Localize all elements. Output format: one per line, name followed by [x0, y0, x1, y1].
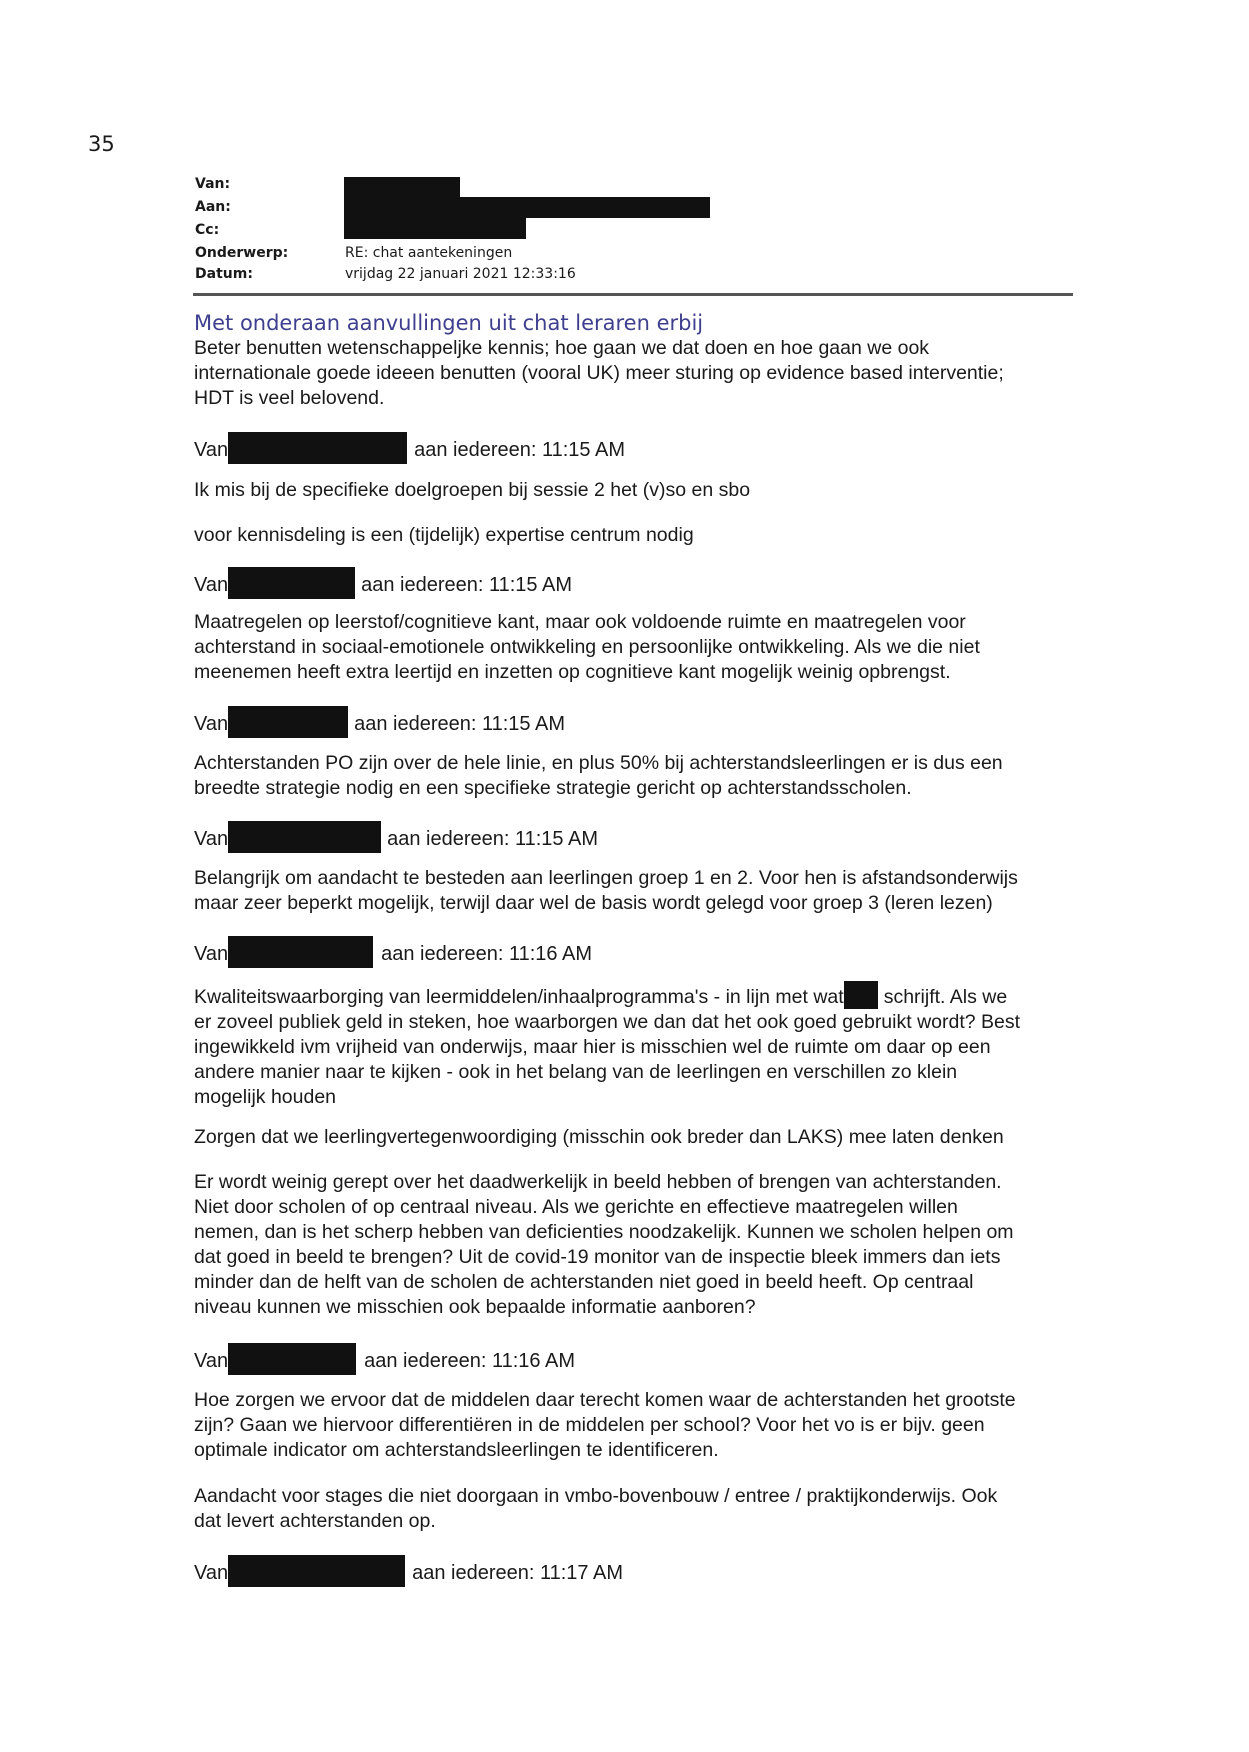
date-label: Datum: — [195, 266, 253, 282]
chat-message: Aandacht voor stages die niet doorgaan in vmbo-bovenbouw / entree / praktijkonderwijs. Ook dat levert achterstanden op. — [194, 1485, 998, 1532]
redacted-sender — [228, 1555, 405, 1587]
date-value: vrijdag 22 januari 2021 12:33:16 — [345, 266, 576, 282]
sender-line: Van aan iedereen: 11:15 AM — [194, 432, 625, 464]
redacted-sender — [228, 936, 373, 968]
subject-value: RE: chat aantekeningen — [345, 245, 513, 261]
chat-message: Maatregelen op leerstof/cognitieve kant, maar ook voldoende ruimte en maatregelen voor achterstand in sociaal-emotionele ontwikkeling en persoonlijke ontwikkeling. Als we die niet meenemen heeft extra leertijd en inzetten op cognitieve kant mogelijk weinig opbrengst. — [194, 611, 980, 683]
from-label: Van: — [195, 176, 231, 192]
chat-message: Belangrijk om aandacht te besteden aan leerlingen groep 1 en 2. Voor hen is afstandsonderwijs maar zeer beperkt mogelijk, terwijl daar wel de basis wordt gelegd voor groep 3 (leren lezen) — [194, 867, 1018, 914]
redacted-sender — [228, 821, 381, 853]
sender-line: Van aan iedereen: 11:17 AM — [194, 1555, 623, 1587]
page-number: 35 — [88, 132, 115, 156]
sender-line: Van aan iedereen: 11:16 AM — [194, 1343, 575, 1375]
chat-message: Achterstanden PO zijn over de hele linie, en plus 50% bij achterstandsleerlingen er is dus een breedte strategie nodig en een specifieke strategie gericht op achterstandsscholen. — [194, 752, 1003, 799]
sender-line: Van aan iedereen: 11:16 AM — [194, 936, 592, 968]
redacted-sender — [228, 1343, 356, 1375]
redacted-sender — [228, 432, 407, 464]
header-divider — [193, 293, 1073, 296]
sender-line: Van aan iedereen: 11:15 AM — [194, 706, 565, 738]
chat-message: Ik mis bij de specifieke doelgroepen bij sessie 2 het (v)so en sbo — [194, 479, 751, 501]
subject-label: Onderwerp: — [195, 245, 289, 261]
redacted-name — [844, 981, 878, 1009]
chat-message: Er wordt weinig gerept over het daadwerkelijk in beeld hebben of brengen van achterstanden. Niet door scholen of op centraal niveau. Als we gerichte en effectieve maatregelen willen nemen, dan is het scherp hebben van deficienties noodzakelijk. Kunnen we scholen helpen om dat goed in beeld te brengen? Uit de covid-19 monitor van de inspectie bleek immers dan iets minder dan de helft van de scholen de achterstanden niet goed in beeld heeft. Op centraal niveau kunnen we misschien ook bepaalde informatie aanboren? — [194, 1171, 1014, 1318]
lead-line: Met onderaan aanvullingen uit chat leraren erbij — [194, 311, 704, 335]
sender-line: Van aan iedereen: 11:15 AM — [194, 567, 572, 599]
sender-line: Van aan iedereen: 11:15 AM — [194, 821, 598, 853]
cc-label: Cc: — [195, 222, 220, 238]
chat-message: Zorgen dat we leerlingvertegenwoordiging (misschin ook breder dan LAKS) mee laten denken — [194, 1126, 1004, 1148]
redacted-to — [344, 197, 710, 218]
redacted-cc — [344, 218, 526, 239]
redacted-sender — [228, 567, 355, 599]
intro-paragraph: Beter benutten wetenschappeljke kennis; hoe gaan we dat doen en hoe gaan we ook internationale goede ideeen benutten (vooral UK) meer sturing op evidence based interventie; HDT is veel belovend. — [194, 337, 1004, 409]
chat-message: Hoe zorgen we ervoor dat de middelen daar terecht komen waar de achterstanden het grootste zijn? Gaan we hiervoor differentiëren in de middelen per school? Voor het vo is er bijv. geen optimale indicator om achterstandsleerlingen te identificeren. — [194, 1389, 1016, 1461]
redacted-from — [344, 177, 460, 197]
to-label: Aan: — [195, 199, 231, 215]
chat-message: voor kennisdeling is een (tijdelijk) expertise centrum nodig — [194, 524, 694, 546]
chat-message: Kwaliteitswaarborging van leermiddelen/inhaalprogramma's - in lijn met wat schrijft. Als we er zoveel publiek geld in steken, hoe waarborgen we dan dat het ook goed gebruikt wordt? Best ingewikkeld ivm vrijheid van onderwijs, maar hier is misschien wel de ruimte om daar op een andere manier naar te kijken - ook in het belang van de leerlingen en verschillen zo klein mogelijk houden — [194, 981, 1074, 1110]
redacted-sender — [228, 706, 348, 738]
